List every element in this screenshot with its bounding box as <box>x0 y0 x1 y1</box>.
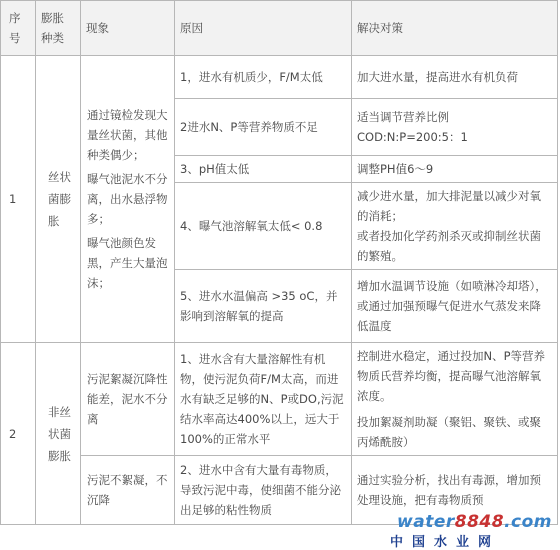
solution-text: 投加絮凝剂助凝（聚铝、聚铁、或聚丙烯酰胺） <box>357 412 552 452</box>
solution-text: 控制进水稳定，通过投加N、P等营养物质氏营养均衡，提高曝气池溶解氧浓度。 <box>357 346 552 406</box>
watermark-cn: 中国水业网 <box>390 531 500 550</box>
solution-text: 通过实验分析，找出有毒源，增加预处理设施，把有毒物质预 <box>357 470 552 510</box>
phenomenon-text: 通过镜检发现大量丝状菌，其他种类偶少； <box>87 105 169 165</box>
solution-cell <box>352 156 558 183</box>
solution-cell <box>352 456 558 525</box>
solution-text: 增加水温调节设施（如喷淋冷却塔），或通过加强预曝气促进水气蒸发来降低温度 <box>357 276 552 336</box>
phenomenon-cell: 污泥絮凝沉降性能差，泥水不分离 <box>81 343 175 456</box>
cause-cell: 1、进水含有大量溶解性有机物，使污泥负荷F/M太高，而进水有缺乏足够的N、P或DO,污泥结水率高达400%以上，远大于100%的正常水平 <box>175 343 352 456</box>
header-phenomenon: 现象 <box>81 1 175 56</box>
solution-text: 减少进水量，加大排泥量以减少对氧的消耗； <box>357 186 552 226</box>
solution-text: 适当调节营养比例 <box>357 107 552 127</box>
solution-text: 加大进水量，提高进水有机负荷 <box>357 67 552 87</box>
solution-text: 调整PH值6～9 <box>357 159 552 179</box>
group2-type: 非丝状菌膨胀 <box>36 343 81 525</box>
group1-type: 丝状菌膨胀 <box>36 56 81 343</box>
solution-cell <box>352 270 558 343</box>
table-row <box>1 456 558 525</box>
header-cause: 原因 <box>175 1 352 56</box>
solution-text: 或者投加化学药剂杀灭或抑制丝状菌的繁殖。 <box>357 226 552 266</box>
group1-phenomena <box>81 56 175 343</box>
solution-cell <box>352 343 558 456</box>
watermark-text: 8848 <box>455 512 504 532</box>
phenomenon-cell: 污泥不絮凝，不沉降 <box>81 456 175 525</box>
cause-cell: 2、进水中含有大量有毒物质，导致污泥中毒，使细菌不能分泌出足够的粘性物质 <box>175 456 352 525</box>
solution-cell <box>352 56 558 99</box>
header-row <box>1 1 558 56</box>
table-row <box>1 56 558 99</box>
phenomenon-text: 曝气池泥水不分离，出水悬浮物多； <box>87 169 169 229</box>
phenomenon-text: 曝气池颜色发黑，产生大量泡沫； <box>87 233 169 293</box>
cause-cell: 1，进水有机质少，F/M太低 <box>175 56 352 99</box>
solution-cell <box>352 99 558 156</box>
watermark-text: .com <box>504 512 552 532</box>
group2-no: 2 <box>1 343 36 525</box>
cause-cell: 4、曝气池溶解氧太低< 0.8 <box>175 183 352 270</box>
header-type: 膨胀种类 <box>36 1 81 56</box>
solution-text: COD:N:P=200:5：1 <box>357 127 552 147</box>
cause-cell: 2进水N、P等营养物质不足 <box>175 99 352 156</box>
cause-cell: 5、进水水温偏高 >35 oC，并影响到溶解氧的提高 <box>175 270 352 343</box>
cause-cell: 3、pH值太低 <box>175 156 352 183</box>
table-row <box>1 343 558 456</box>
group1-no: 1 <box>1 56 36 343</box>
watermark-text: water <box>397 512 455 532</box>
header-no: 序号 <box>1 1 36 56</box>
header-solution: 解决对策 <box>352 1 558 56</box>
solution-cell <box>352 183 558 270</box>
